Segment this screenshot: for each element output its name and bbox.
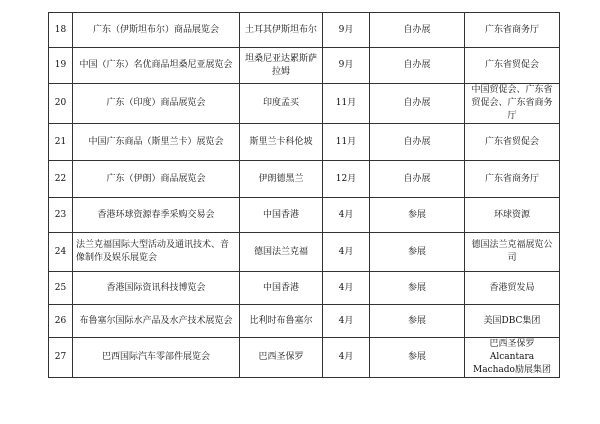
exhibition-organizer: 香港贸发局 — [465, 272, 560, 305]
exhibition-place: 坦桑尼亚达累斯萨拉姆 — [240, 48, 323, 84]
exhibition-organizer: 广东省贸促会 — [465, 48, 560, 84]
exhibition-name: 香港环球资源春季采购交易会 — [73, 198, 240, 233]
exhibition-organizer: 德国法兰克福展览公司 — [465, 233, 560, 272]
exhibition-place: 德国法兰克福 — [240, 233, 323, 272]
exhibition-time: 4月 — [323, 305, 370, 338]
exhibition-time: 11月 — [323, 84, 370, 124]
exhibition-time: 9月 — [323, 48, 370, 84]
table-row — [49, 233, 560, 272]
exhibition-organizer: 广东省商务厅 — [465, 161, 560, 198]
exhibition-name: 广东（伊朗）商品展览会 — [73, 161, 240, 198]
exhibition-name: 巴西国际汽车零部件展览会 — [73, 338, 240, 378]
exhibition-place: 斯里兰卡科伦坡 — [240, 124, 323, 161]
exhibition-type: 参展 — [370, 272, 465, 305]
exhibition-organizer: 广东省贸促会 — [465, 124, 560, 161]
table-row — [49, 124, 560, 161]
table-row — [49, 272, 560, 305]
exhibition-time: 11月 — [323, 124, 370, 161]
row-number: 22 — [49, 161, 73, 198]
exhibition-place: 印度孟买 — [240, 84, 323, 124]
row-number: 19 — [49, 48, 73, 84]
exhibition-organizer: 广东省商务厅 — [465, 13, 560, 48]
exhibition-name: 中国广东商品（斯里兰卡）展览会 — [73, 124, 240, 161]
exhibition-type: 参展 — [370, 233, 465, 272]
exhibition-time: 4月 — [323, 233, 370, 272]
exhibition-place: 中国香港 — [240, 272, 323, 305]
exhibition-type: 自办展 — [370, 48, 465, 84]
table-row — [49, 84, 560, 124]
table-row — [49, 13, 560, 48]
exhibition-place: 巴西圣保罗 — [240, 338, 323, 378]
row-number: 26 — [49, 305, 73, 338]
table-row — [49, 161, 560, 198]
exhibition-time: 4月 — [323, 338, 370, 378]
exhibition-time: 4月 — [323, 272, 370, 305]
row-number: 20 — [49, 84, 73, 124]
exhibition-time: 4月 — [323, 198, 370, 233]
row-number: 25 — [49, 272, 73, 305]
exhibition-type: 自办展 — [370, 124, 465, 161]
exhibition-name: 法兰克福国际大型活动及通讯技术、音像制作及娱乐展览会 — [73, 233, 240, 272]
exhibition-organizer: 巴西圣保罗Alcantara Machado励展集团 — [465, 338, 560, 378]
row-number: 21 — [49, 124, 73, 161]
row-number: 18 — [49, 13, 73, 48]
table-row — [49, 198, 560, 233]
exhibition-time: 12月 — [323, 161, 370, 198]
exhibition-place: 中国香港 — [240, 198, 323, 233]
exhibition-type: 参展 — [370, 338, 465, 378]
table-row — [49, 305, 560, 338]
row-number: 23 — [49, 198, 73, 233]
exhibition-name: 香港国际资讯科技博览会 — [73, 272, 240, 305]
exhibition-type: 自办展 — [370, 13, 465, 48]
exhibition-name: 广东（印度）商品展览会 — [73, 84, 240, 124]
exhibition-place: 伊朗德黑兰 — [240, 161, 323, 198]
exhibition-organizer: 中国贸促会、广东省贸促会、广东省商务厅 — [465, 84, 560, 124]
exhibition-name: 中国（广东）名优商品坦桑尼亚展览会 — [73, 48, 240, 84]
row-number: 24 — [49, 233, 73, 272]
row-number: 27 — [49, 338, 73, 378]
exhibition-table — [48, 12, 560, 378]
exhibition-organizer: 环球资源 — [465, 198, 560, 233]
exhibition-place: 比利时布鲁塞尔 — [240, 305, 323, 338]
exhibition-type: 参展 — [370, 198, 465, 233]
exhibition-name: 布鲁塞尔国际水产品及水产技术展览会 — [73, 305, 240, 338]
exhibition-type: 参展 — [370, 305, 465, 338]
exhibition-organizer: 美国DBC集团 — [465, 305, 560, 338]
exhibition-type: 自办展 — [370, 84, 465, 124]
exhibition-place: 土耳其伊斯坦布尔 — [240, 13, 323, 48]
exhibition-name: 广东（伊斯坦布尔）商品展览会 — [73, 13, 240, 48]
table-row — [49, 338, 560, 378]
exhibition-time: 9月 — [323, 13, 370, 48]
exhibition-type: 自办展 — [370, 161, 465, 198]
table-row — [49, 48, 560, 84]
